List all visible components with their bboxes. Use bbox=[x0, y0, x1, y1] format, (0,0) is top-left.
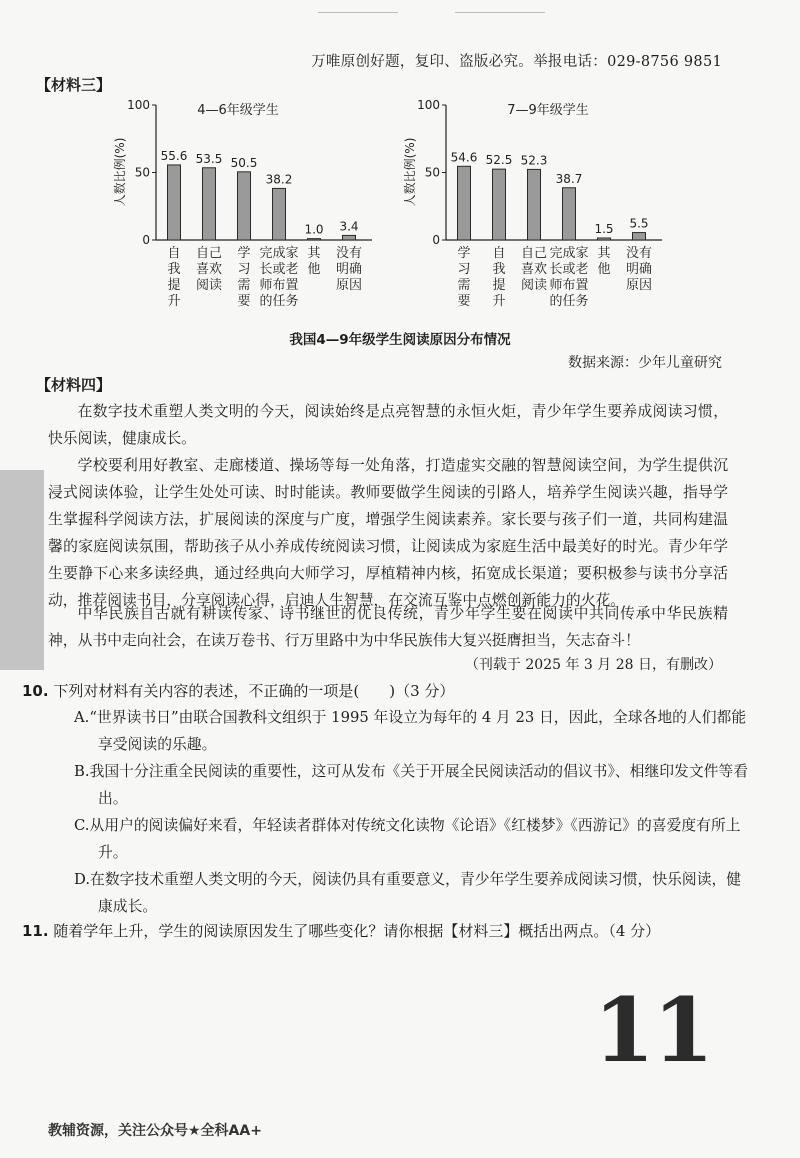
top-edge-line bbox=[318, 12, 398, 13]
category-label bbox=[521, 246, 547, 293]
bar bbox=[633, 233, 646, 240]
bar-value-label: 52.3 bbox=[520, 153, 548, 168]
category-label-line: 阅读 bbox=[520, 278, 548, 293]
bar bbox=[238, 172, 251, 240]
y-tick-label: 50 bbox=[134, 165, 150, 180]
category-label-line: 自 bbox=[167, 246, 181, 261]
category-label bbox=[167, 246, 180, 309]
material-four-label: 【材料四】 bbox=[36, 376, 112, 394]
category-label-line: 自己 bbox=[195, 246, 223, 261]
question-10-number: 10. bbox=[22, 682, 49, 700]
category-label-line: 长或老 bbox=[549, 262, 589, 277]
bar bbox=[458, 166, 471, 240]
category-label-line: 我 bbox=[492, 262, 506, 277]
option-d: D.在数字技术重塑人类文明的今天，阅读仍具有重要意义，青少年学生要养成阅读习惯，快乐阅读，健康成长。 bbox=[74, 871, 742, 915]
y-tick-label: 0 bbox=[432, 233, 440, 247]
category-label-line: 学 bbox=[457, 246, 471, 261]
category-label-line: 学 bbox=[237, 246, 251, 261]
category-label-line: 他 bbox=[597, 262, 611, 277]
category-label-line: 完成家 bbox=[259, 246, 299, 261]
chart-title: 4—6年级学生 bbox=[197, 103, 279, 118]
bar-value-label: 38.2 bbox=[265, 172, 293, 187]
category-label-line: 我 bbox=[167, 262, 181, 277]
category-label-line: 的任务 bbox=[549, 294, 589, 309]
category-label bbox=[626, 246, 652, 293]
category-label-line: 自己 bbox=[520, 246, 548, 261]
question-10-text: 下列对材料有关内容的表述，不正确的一项是( )（3 分） bbox=[53, 682, 455, 700]
y-tick-label: 50 bbox=[424, 165, 440, 180]
y-tick-label: 100 bbox=[417, 98, 440, 112]
category-label-line: 提 bbox=[492, 278, 506, 293]
footer-text: 教辅资源，关注公众号★全科AA+ bbox=[48, 1123, 262, 1139]
copyright-notice: 万唯原创好题，复印、盗版必究。举报电话：029-8756 9851 bbox=[311, 54, 722, 70]
bar bbox=[308, 239, 321, 240]
material-four-paragraph-2: 学校要利用好教室、走廊楼道、操场等每一处角落，打造虚实交融的智慧阅读空间，为学生提供沉浸式阅读体验，让学生处处可读、时时能读。教师要做学生阅读的引路人，培养学生阅读兴趣，指导学生掌握科学阅读方法，扩展阅读的深度与广度，增强学生阅读素养。家长要与孩子们一道，共同构建温馨的家庭阅读氛围，帮助孩子从小养成传统阅读习惯，让阅读成为家庭生活中最美好的时光。青少年学生要静下心来多读经典，通过经典向大师学习，厚植精神内核，拓宽成长渠道；要积极参与读书分享活动，推荐阅读书目，分享阅读心得，启迪人生智慧，在交流互鉴中点燃创新能力的火花。 bbox=[48, 457, 728, 609]
option-a: A.“世界读书日”由联合国教科文组织于 1995 年设立为每年的 4 月 23 日，因此，全球各地的人们都能享受阅读的乐趣。 bbox=[74, 709, 747, 753]
category-label bbox=[196, 246, 222, 293]
bar-value-label: 52.5 bbox=[485, 153, 513, 168]
category-label-line: 师布置 bbox=[259, 278, 299, 293]
bar-value-label: 38.7 bbox=[555, 171, 583, 186]
chart-grade-7-9 bbox=[380, 92, 670, 312]
category-label-line: 明确 bbox=[335, 262, 363, 277]
category-label-line: 原因 bbox=[335, 278, 363, 293]
category-label-line: 习 bbox=[237, 262, 251, 277]
category-label bbox=[307, 245, 321, 277]
category-label-line: 没有 bbox=[335, 246, 363, 261]
bar-value-label: 1.0 bbox=[304, 222, 324, 237]
top-edge-line bbox=[455, 12, 545, 13]
category-label-line: 阅读 bbox=[195, 278, 223, 293]
chart-source: 数据来源：少年儿童研究 bbox=[568, 355, 722, 371]
category-label-line: 的任务 bbox=[259, 294, 299, 309]
scan-shadow bbox=[0, 470, 44, 670]
category-label-line: 需 bbox=[237, 278, 251, 293]
chart-title: 7—9年级学生 bbox=[507, 103, 589, 118]
category-label-line: 提 bbox=[167, 278, 181, 293]
bar-value-label: 1.5 bbox=[594, 221, 614, 236]
question-10-stem bbox=[22, 680, 454, 701]
category-label bbox=[492, 246, 505, 309]
category-label bbox=[259, 245, 298, 309]
bar bbox=[343, 235, 356, 240]
category-label-line: 明确 bbox=[625, 262, 653, 277]
category-label-line: 要 bbox=[237, 294, 251, 309]
category-label-line: 升 bbox=[492, 294, 506, 309]
page-number: 11 bbox=[593, 978, 712, 1082]
category-label-line: 喜欢 bbox=[520, 262, 548, 277]
y-tick-label: 100 bbox=[127, 98, 150, 112]
bar bbox=[598, 238, 611, 240]
bar bbox=[528, 169, 541, 240]
bar bbox=[203, 168, 216, 240]
bar-value-label: 5.5 bbox=[629, 216, 649, 231]
material-four-paragraph-1: 在数字技术重塑人类文明的今天，阅读始终是点亮智慧的永恒火炬，青少年学生要养成阅读习惯，快乐阅读，健康成长。 bbox=[48, 403, 728, 447]
y-tick-label: 0 bbox=[142, 233, 150, 247]
category-label-line: 要 bbox=[457, 294, 471, 309]
bar bbox=[493, 169, 506, 240]
bar-value-label: 3.4 bbox=[339, 219, 359, 234]
bar bbox=[273, 188, 286, 240]
bar-value-label: 54.6 bbox=[450, 150, 478, 165]
publication-note: （刊载于 2025 年 3 月 28 日，有删改） bbox=[464, 657, 722, 673]
category-label-line: 他 bbox=[307, 262, 321, 277]
category-label-line: 需 bbox=[457, 278, 471, 293]
category-label bbox=[549, 245, 588, 309]
y-axis-label: 人数比例(%) bbox=[403, 137, 417, 207]
category-label-line: 长或老 bbox=[259, 262, 299, 277]
material-four-paragraph-3: 中华民族自古就有耕读传家、诗书继世的优良传统，青少年学生要在阅读中共同传承中华民族精神，从书中走向社会，在读万卷书、行万里路中为中华民族伟大复兴挺膺担当，矢志奋斗！ bbox=[48, 605, 728, 649]
category-label bbox=[597, 245, 611, 277]
category-label bbox=[336, 246, 362, 293]
y-axis-label: 人数比例(%) bbox=[113, 137, 127, 207]
category-label bbox=[237, 246, 250, 309]
category-label-line: 完成家 bbox=[549, 246, 589, 261]
category-label-line: 升 bbox=[167, 294, 181, 309]
bar-value-label: 53.5 bbox=[195, 151, 223, 166]
material-three-label: 【材料三】 bbox=[36, 76, 112, 94]
category-label-line: 师布置 bbox=[549, 278, 589, 293]
category-label-line: 没有 bbox=[625, 246, 653, 261]
category-label-line: 其 bbox=[597, 246, 611, 261]
chart-grade-4-6 bbox=[90, 92, 380, 312]
category-label-line: 自 bbox=[492, 246, 506, 261]
question-11-number: 11. bbox=[22, 922, 49, 940]
chart-caption: 我国4—9年级学生阅读原因分布情况 bbox=[289, 332, 511, 348]
option-b: B.我国十分注重全民阅读的重要性，这可从发布《关于开展全民阅读活动的倡议书》、相继印发文件等看出。 bbox=[74, 763, 749, 807]
bar-value-label: 55.6 bbox=[160, 148, 188, 163]
category-label-line: 习 bbox=[457, 262, 471, 277]
question-11-stem bbox=[22, 920, 660, 941]
category-label-line: 其 bbox=[307, 246, 321, 261]
question-11-text: 随着学年上升，学生的阅读原因发生了哪些变化？请你根据【材料三】概括出两点。（4 分） bbox=[53, 922, 661, 940]
category-label bbox=[457, 246, 470, 309]
bar bbox=[563, 188, 576, 240]
bar-value-label: 50.5 bbox=[230, 155, 258, 170]
category-label-line: 喜欢 bbox=[195, 262, 223, 277]
option-c: C.从用户的阅读偏好来看，年轻读者群体对传统文化读物《论语》《红楼梦》《西游记》的喜爱度有所上升。 bbox=[74, 817, 741, 861]
category-label-line: 原因 bbox=[625, 278, 653, 293]
bar bbox=[168, 165, 181, 240]
